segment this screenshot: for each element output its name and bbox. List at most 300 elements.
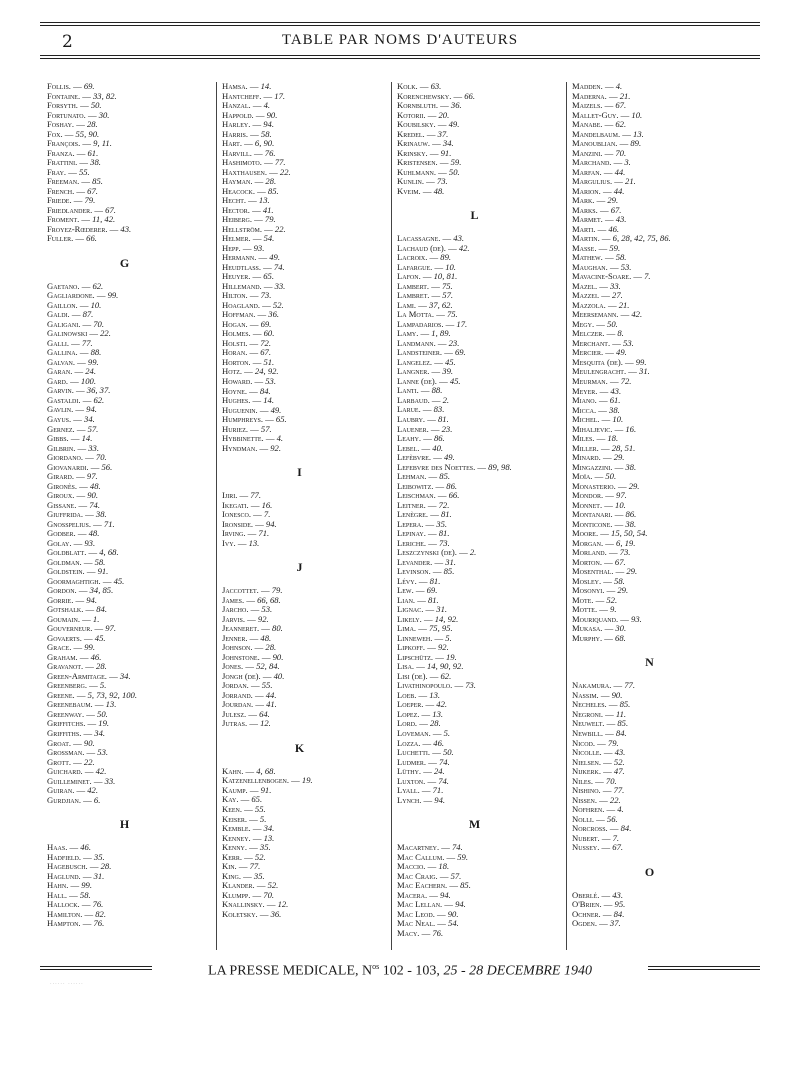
index-entry: Leszczynski (de). — 2.	[397, 547, 477, 558]
author-name: Happold.	[222, 109, 254, 120]
page-refs: 28.	[86, 119, 98, 130]
index-entry: Jeanneret. — 80.	[222, 623, 283, 634]
page-refs: 77.	[81, 337, 93, 348]
page-refs: 42.	[95, 766, 107, 777]
index-entry: Giovanardi. — 56.	[47, 461, 113, 472]
author-name: Goormaghtigh.	[47, 575, 101, 586]
author-name: Green-Armitage.	[47, 670, 107, 681]
index-entry: Gayus. — 34.	[47, 413, 95, 424]
index-entry: Garan. — 24.	[47, 366, 96, 377]
page-refs: 36.	[450, 100, 462, 111]
page-refs: 53.	[620, 261, 632, 272]
author-name: Lévy.	[397, 575, 417, 586]
author-name: Gorrie.	[47, 594, 74, 605]
page-refs: 90.	[266, 109, 278, 120]
page-refs: 43.	[120, 223, 132, 234]
author-name: Follis.	[47, 81, 71, 91]
author-name: Manabe.	[572, 119, 603, 130]
page-refs: 73.	[619, 547, 631, 558]
index-entry: Maughan. — 53.	[572, 261, 632, 272]
index-entry: Haas. — 46.	[47, 842, 91, 853]
index-entry: Macera. — 94.	[397, 889, 451, 900]
index-entry: Galdi. — 87.	[47, 309, 94, 320]
index-entry: Gravanot. — 28.	[47, 661, 107, 672]
index-entry: Mac Neal. — 54.	[397, 918, 459, 929]
author-name: Lenègre.	[397, 509, 429, 520]
index-entry: Lozza. — 46.	[397, 737, 445, 748]
page-refs: 94.	[86, 594, 97, 605]
index-entry: Marfan. — 44.	[572, 166, 626, 177]
index-entry: Michel. — 10.	[572, 414, 624, 425]
author-name: Laubry.	[397, 413, 426, 424]
author-name: Lamy.	[397, 328, 419, 339]
index-entry: Krinsky. — 91.	[397, 147, 452, 158]
index-entry: Galinowski — 22.	[47, 328, 111, 339]
page-refs: 59.	[609, 242, 621, 253]
author-name: Macy.	[397, 927, 420, 938]
author-name: Fortunato.	[47, 109, 86, 120]
page-refs: 48.	[260, 632, 272, 643]
index-entry: Goldman. — 58.	[47, 556, 106, 567]
index-entry: Huguenin. — 49.	[222, 404, 282, 415]
index-entry: Monnet. — 10.	[572, 499, 626, 510]
page-refs: 30.	[98, 109, 110, 120]
author-name: Mathew.	[572, 252, 603, 263]
index-entry: Haxthausen. — 22.	[222, 166, 291, 177]
author-name: Lepinay.	[397, 528, 426, 539]
author-name: La Motta.	[397, 309, 435, 320]
index-entry: Murphy. — 68.	[572, 632, 626, 643]
page-refs: 38.	[95, 509, 107, 520]
index-entry: Hadfield. — 35.	[47, 851, 105, 862]
author-name: Mercier.	[572, 347, 604, 358]
author-name: Larbaud.	[397, 394, 430, 405]
index-entry: Mosley. — 58.	[572, 575, 625, 586]
index-entry: Greenberg. — 5.	[47, 680, 107, 691]
page-refs: 66.	[448, 490, 460, 501]
page-refs: 94.	[86, 404, 97, 415]
index-entry: Keiser. — 5.	[222, 813, 267, 824]
page-refs: 45.	[444, 356, 456, 367]
index-entry: Leahy. — 86.	[397, 433, 445, 444]
page-refs: 69.	[260, 318, 272, 329]
author-name: Leahy.	[397, 433, 422, 444]
index-entry: Koubilsky. — 49.	[397, 119, 460, 130]
page-refs: 58.	[79, 889, 91, 900]
author-name: Galigani.	[47, 318, 81, 329]
page-refs: 21.	[618, 299, 630, 310]
index-entry: Hallock. — 76.	[47, 899, 104, 910]
index-entry: Madden. — 4.	[572, 81, 623, 91]
index-entry: Johnson. — 28.	[222, 642, 277, 653]
author-name: Gard.	[47, 375, 69, 386]
page-refs: 4.	[615, 81, 623, 91]
page-refs: 13.	[105, 699, 117, 710]
author-name: Hall.	[47, 889, 68, 900]
author-name: Mac Eachern.	[397, 880, 448, 891]
page-refs: 7.	[263, 509, 271, 520]
author-name: Ironside.	[222, 518, 254, 529]
author-name: Greene.	[47, 689, 75, 700]
page-refs: 21.	[619, 90, 631, 101]
author-name: Gagliardone.	[47, 290, 95, 301]
page-refs: 33.	[610, 280, 621, 291]
page-refs: 5.	[99, 680, 107, 691]
page-refs: 46.	[608, 223, 620, 234]
page-refs: 37.	[609, 918, 621, 929]
index-column-1	[47, 82, 202, 929]
author-name: Gaetano.	[47, 280, 80, 291]
footer-journal: LA PRESSE MEDICALE, N	[208, 963, 373, 979]
author-name: Goldblatt.	[47, 547, 87, 558]
page-refs: 54.	[263, 233, 275, 244]
author-name: Johnson.	[222, 642, 253, 653]
page-refs: 13.	[248, 537, 260, 548]
author-name: Mesquita (de).	[572, 356, 623, 367]
page-refs: 5, 73, 92, 100.	[87, 689, 137, 700]
author-name: Lozza.	[397, 737, 421, 748]
index-entry: Kristensen. — 59.	[397, 157, 462, 168]
author-name: Linneweh.	[397, 632, 433, 643]
author-name: Micca.	[572, 404, 597, 415]
page-refs: 70.	[93, 318, 104, 329]
page-refs: 85.	[443, 566, 455, 577]
author-name: Kahn.	[222, 765, 244, 776]
index-entry: Klumpp. — 70.	[222, 889, 275, 900]
index-entry: Marti. — 46.	[572, 223, 620, 234]
index-entry: Lafon. — 10, 81.	[397, 271, 458, 282]
author-name: Nofhren.	[572, 804, 605, 815]
index-entry: Golay. — 93.	[47, 537, 96, 548]
author-name: Lord.	[397, 718, 418, 729]
page-refs: 55.	[261, 680, 273, 691]
index-entry: Lian. — 81.	[397, 594, 439, 605]
page-refs: 83.	[433, 404, 445, 415]
page-refs: 99.	[107, 290, 119, 301]
author-name: Korenchewsky.	[397, 90, 452, 101]
page-refs: 94.	[434, 794, 446, 805]
page-refs: 65.	[251, 794, 263, 805]
index-entry: Giordano. — 70.	[47, 452, 107, 463]
page-refs: 2.	[469, 547, 477, 558]
index-entry: Fox. — 55, 90.	[47, 128, 100, 139]
author-name: Mandelbaum.	[572, 128, 621, 139]
author-name: Frattini.	[47, 157, 78, 168]
index-entry: Ikegati. — 16.	[222, 499, 273, 510]
index-entry: Luchetti. — 50.	[397, 747, 454, 758]
page-refs: 23.	[441, 423, 453, 434]
author-name: O'Brien.	[572, 899, 602, 910]
index-entry: Langelez. — 45.	[397, 356, 456, 367]
page-refs: 57.	[442, 290, 454, 301]
page-refs: 35.	[93, 851, 105, 862]
author-name: Meersemann.	[572, 309, 619, 320]
footer-text	[40, 962, 760, 980]
author-name: Kotorii.	[397, 109, 426, 120]
author-name: Hahn.	[47, 880, 69, 891]
index-entry: Jourdan. — 41.	[222, 699, 277, 710]
index-entry: Lacroix. — 89.	[397, 252, 452, 263]
page-refs: 99.	[84, 642, 95, 653]
page-refs: 8.	[617, 328, 624, 339]
author-name: Nassim.	[572, 689, 599, 700]
page-refs: 42.	[631, 309, 643, 320]
index-entry: Gouverneur. — 97.	[47, 623, 116, 634]
author-name: Mosenthal.	[572, 566, 614, 577]
author-name: Lafon.	[397, 271, 421, 282]
author-name: Froyez-Rœderer.	[47, 223, 108, 234]
index-entry: Miller. — 28, 51.	[572, 442, 636, 453]
author-name: Huguenin.	[222, 404, 258, 415]
index-entry: Kin. — 77.	[222, 861, 261, 872]
author-name: Haglund.	[47, 870, 81, 881]
author-name: Melczer.	[572, 328, 605, 339]
index-entry: Kunlin. — 73.	[397, 176, 448, 187]
page-title: TABLE PAR NOMS D'AUTEURS	[281, 32, 519, 48]
page-refs: 48.	[89, 480, 101, 491]
printer-mark: ...... ......	[50, 980, 84, 986]
page-refs: 61.	[87, 147, 99, 158]
author-name: Langner.	[397, 366, 430, 377]
author-name: Keen.	[222, 804, 243, 814]
author-name: Negroni.	[572, 708, 604, 719]
index-entry: Helmer. — 54.	[222, 233, 275, 244]
author-name: Holsti.	[222, 337, 248, 348]
author-name: Hamilton.	[47, 908, 83, 919]
author-name: Merchant.	[572, 337, 611, 348]
author-name: Miano.	[572, 395, 597, 406]
author-name: Meurman.	[572, 375, 608, 386]
index-entry: Lacassagne. — 43.	[397, 233, 465, 244]
index-entry: Godber. — 48.	[47, 528, 100, 539]
page-refs: 7.	[644, 271, 651, 282]
page-refs: 75, 95.	[428, 623, 453, 634]
author-name: Hermann.	[222, 252, 257, 263]
author-name: Greenebaum.	[47, 699, 93, 710]
page-refs: 51.	[263, 356, 275, 367]
page-refs: 44.	[265, 689, 277, 700]
page-number: 2	[62, 32, 73, 52]
page-refs: 45.	[94, 632, 106, 643]
author-name: Friede.	[47, 195, 72, 206]
author-name: Hughes.	[222, 395, 251, 406]
page-refs: 36, 37.	[86, 385, 111, 396]
page-refs: 90.	[83, 737, 95, 748]
author-name: Gaillon.	[47, 299, 78, 310]
index-entry: Hybbinette. — 4.	[222, 433, 284, 444]
page-refs: 46.	[80, 842, 91, 853]
author-name: Mazzei.	[572, 290, 600, 301]
author-name: Holmes.	[222, 328, 251, 339]
index-entry: Guichard. — 42.	[47, 766, 107, 777]
author-name: Helmer.	[222, 233, 251, 244]
page-refs: 73.	[436, 176, 448, 187]
page-refs: 55.	[254, 804, 266, 814]
author-name: Murphy.	[572, 632, 603, 643]
index-entry: Nassim. — 90.	[572, 689, 623, 700]
section-letter: O	[644, 864, 655, 879]
author-name: Lepera.	[397, 518, 424, 529]
index-entry: Nicod. — 79.	[572, 737, 619, 748]
author-name: Marks.	[572, 204, 598, 215]
page-refs: 70.	[263, 889, 275, 900]
page-refs: 81.	[440, 509, 452, 520]
page-refs: 14, 92.	[434, 613, 459, 624]
index-entry: Nishino. — 77.	[572, 785, 625, 796]
page-refs: 36.	[268, 309, 280, 320]
index-entry: Howard. — 53.	[222, 375, 276, 386]
index-entry: Hall. — 58.	[47, 889, 91, 900]
page-refs: 71.	[103, 518, 115, 529]
index-entry: Gurdjian. — 6.	[47, 794, 101, 805]
index-entry: Happold. — 90.	[222, 109, 278, 120]
page-refs: 93.	[253, 242, 265, 253]
index-entry: Nakamura. — 77.	[572, 680, 635, 691]
index-entry: Giroux. — 90.	[47, 490, 98, 501]
index-entry: Gaetano. — 62.	[47, 280, 104, 291]
author-name: Gernez.	[47, 423, 75, 434]
author-name: Groat.	[47, 737, 72, 748]
index-entry: Newbill. — 84.	[572, 728, 627, 738]
page-refs: 94.	[265, 518, 277, 529]
author-name: Kolk.	[397, 81, 418, 91]
index-entry: Lachaud (de). — 42.	[397, 242, 470, 253]
index-entry: Lipschütz. — 19.	[397, 651, 457, 662]
index-entry: Mote. — 52.	[572, 594, 618, 605]
author-name: King.	[222, 870, 242, 881]
page-refs: 58.	[94, 556, 106, 567]
index-entry: Lebel. — 40.	[397, 442, 444, 453]
page-refs: 19.	[301, 775, 313, 786]
author-name: Megy.	[572, 318, 595, 329]
page-refs: 34.	[442, 138, 454, 149]
page-refs: 6, 19.	[616, 537, 636, 548]
index-entry: Monasterio. — 29.	[572, 480, 640, 491]
page-refs: 1, 89.	[431, 328, 451, 339]
page-refs: 84.	[96, 604, 107, 615]
author-name: Lima.	[397, 623, 417, 634]
page-refs: 69.	[83, 81, 95, 91]
page-refs: 37, 62.	[428, 299, 453, 310]
page-refs: 14.	[81, 433, 93, 444]
author-name: Lambert.	[397, 280, 430, 291]
author-name: Horan.	[222, 347, 248, 358]
author-name: Govaerts.	[47, 632, 82, 643]
index-entry: Mac Leod. — 90.	[397, 908, 459, 919]
author-name: Gordon.	[47, 585, 77, 596]
author-name: Likely.	[397, 613, 422, 624]
section-letter: M	[468, 817, 481, 832]
index-entry: Goldblatt. — 4, 68.	[47, 547, 119, 558]
author-name: Giroux.	[47, 490, 75, 501]
author-name: Martin.	[572, 233, 600, 244]
page-refs: 34, 85.	[89, 585, 114, 596]
index-entry: Jones. — 52, 84.	[222, 661, 280, 672]
author-name: Kredel.	[397, 128, 425, 139]
author-name: Gotshalk.	[47, 604, 84, 615]
author-name: Hector.	[222, 204, 250, 215]
page-refs: 65.	[275, 414, 287, 425]
page-refs: 89, 98.	[488, 461, 512, 472]
author-name: Jourdan.	[222, 699, 254, 710]
index-entry: Manabe. — 62.	[572, 119, 627, 130]
page-refs: 17.	[456, 318, 468, 329]
author-name: Nussey.	[572, 842, 600, 853]
index-entry: Kaump. — 91.	[222, 784, 272, 795]
page-refs: 52.	[254, 851, 266, 862]
page-refs: 1.	[92, 613, 100, 624]
page-refs: 71.	[432, 785, 444, 796]
page-refs: 30.	[615, 623, 627, 634]
index-entry: Kornbluth. — 36.	[397, 100, 462, 111]
page-refs: 81.	[427, 594, 439, 605]
page-refs: 11, 42.	[92, 214, 116, 225]
page-refs: 40.	[273, 670, 285, 681]
author-name: Gnosspelius.	[47, 518, 92, 529]
page-refs: 65.	[263, 271, 274, 282]
page-refs: 17.	[274, 90, 286, 101]
author-name: Jordan.	[222, 680, 249, 691]
author-name: Morland.	[572, 547, 607, 558]
page-refs: 47.	[613, 766, 625, 777]
author-name: Necheles.	[572, 699, 607, 710]
index-column-2	[222, 82, 377, 919]
page-refs: 13.	[429, 689, 441, 700]
index-entry: Mark. — 29.	[572, 195, 619, 206]
index-entry: Monticone. — 38.	[572, 518, 637, 529]
page-refs: 33.	[104, 775, 116, 786]
page-refs: 29.	[617, 585, 629, 596]
footer-issue-sup: os	[372, 962, 380, 971]
page-refs: 58.	[260, 128, 272, 139]
page-refs: 56.	[606, 813, 618, 824]
page-refs: 94.	[263, 119, 274, 130]
index-entry: Irving. — 71.	[222, 528, 270, 539]
index-entry: Mandelbaum. — 13.	[572, 128, 644, 139]
author-name: Meulengracht.	[572, 366, 627, 377]
index-entry: Gallina. — 88.	[47, 347, 102, 358]
index-entry: Lisa. — 14, 90, 92.	[397, 661, 464, 672]
page-refs: 77.	[613, 785, 625, 796]
page-refs: 28.	[96, 661, 107, 672]
author-name: Landmann.	[397, 337, 436, 348]
index-entry: Hampton. — 76.	[47, 918, 105, 929]
author-name: Fox.	[47, 128, 63, 139]
author-name: Howard.	[222, 375, 253, 386]
page-refs: 21.	[625, 176, 636, 187]
page-refs: 50.	[97, 708, 108, 719]
author-name: Moïa.	[572, 471, 593, 482]
index-entry: Grace. — 99.	[47, 642, 95, 653]
index-entry: Mathew. — 58.	[572, 252, 627, 263]
author-name: Larue.	[397, 404, 421, 415]
author-name: Heacock.	[222, 185, 256, 196]
author-name: Galinowski	[47, 328, 88, 339]
index-entry: Lanti. — 88.	[397, 385, 443, 396]
page-refs: 85.	[439, 471, 451, 482]
author-name: Monasterio.	[572, 480, 616, 491]
index-entry: Marks. — 67.	[572, 204, 622, 215]
index-entry: Miles. — 18.	[572, 433, 619, 444]
author-name: Kemble.	[222, 823, 251, 834]
author-name: Lacassagne.	[397, 233, 441, 244]
author-name: Knallinsky.	[222, 899, 265, 910]
index-entry: Leriche. — 73.	[397, 537, 450, 548]
footer-date: 25 - 28 DECEMBRE 1940	[443, 963, 592, 979]
author-name: Michel.	[572, 414, 600, 425]
page-refs: 34.	[84, 413, 95, 424]
author-name: Gouverneur.	[47, 623, 93, 634]
